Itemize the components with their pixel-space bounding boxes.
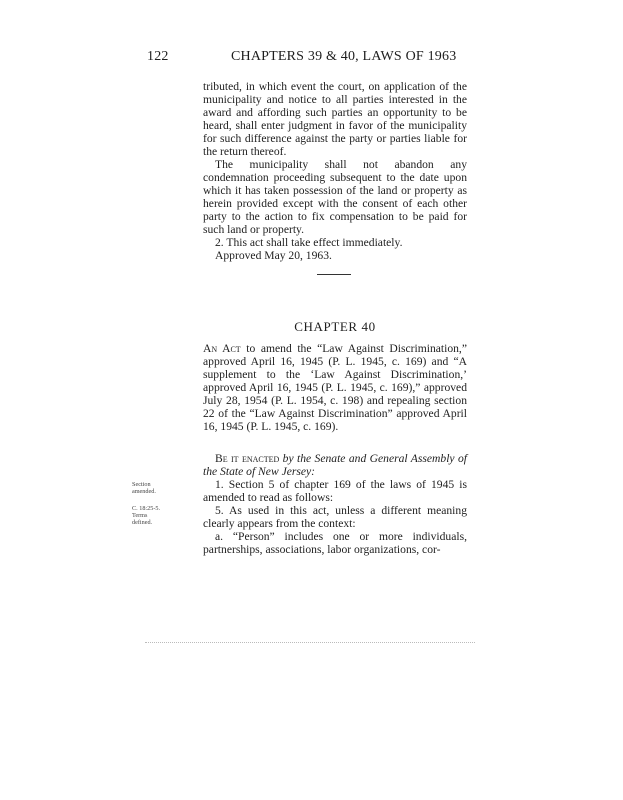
chapter39-paragraph-2: The municipality shall not abandon any condemnation proceeding subsequent to the date upon which it has taken possession of the land or property as herein provided except with the consent of each other party to the action to fix compensation to be paid for such land or property. bbox=[203, 158, 467, 236]
enact-text: by the Senate and General Assembly of the State of New Jersey: bbox=[203, 452, 467, 478]
margin-note-terms-defined bbox=[132, 505, 192, 526]
section-1: 1. Section 5 of chapter 169 of the laws of 1945 is amended to read as follows: bbox=[203, 478, 467, 504]
section-divider bbox=[317, 274, 351, 275]
act-title-text: to amend the “Law Against Discrimination,” approved April 16, 1945 (P. L. 1945, c. 169) and “A supplement to the ‘Law Against Discrimination,’ approved April 16, 1945 (P. L. 1945, c. 169),” approved July 28, 1954 (P. L. 1954, c. 198) and repealing section 22 of the “Law Against Discrimination” approved April 16, 1945 (P. L. 1945, c. 169). bbox=[203, 342, 467, 433]
section-5: 5. As used in this act, unless a different meaning clearly appears from the context: bbox=[203, 504, 467, 530]
act-title-block bbox=[203, 342, 467, 433]
running-head: CHAPTERS 39 & 40, LAWS OF 1963 bbox=[231, 49, 457, 64]
chapter39-continuation bbox=[203, 80, 467, 262]
approval-date: Approved May 20, 1963. bbox=[215, 249, 332, 262]
enacting-clause bbox=[203, 452, 467, 478]
enact-lead: Be it enacted bbox=[215, 452, 280, 465]
margin-note-line: defined. bbox=[132, 519, 153, 526]
chapter-title: CHAPTER 40 bbox=[294, 319, 376, 334]
act-lead: An Act bbox=[203, 342, 241, 355]
section-5a: a. “Person” includes one or more individuals, partnerships, associations, labor organizations, cor- bbox=[203, 530, 467, 556]
margin-note-line: Terms bbox=[132, 512, 148, 519]
margin-note-line: Section bbox=[132, 481, 151, 488]
chapter39-section-2: 2. This act shall take effect immediately. bbox=[215, 236, 403, 249]
page-number: 122 bbox=[147, 49, 169, 64]
margin-note-line: amended. bbox=[132, 488, 156, 495]
act-title-paragraph bbox=[203, 342, 467, 433]
chapter39-paragraph-1: tributed, in which event the court, on application of the municipality and notice to all parties interested in the award and affording such parties an opportunity to be heard, shall enter judgment in favor of the municipality for such difference against the party or parties liable for the return thereof. bbox=[203, 80, 467, 158]
scan-artifact-line bbox=[145, 642, 475, 643]
enacting-block bbox=[203, 452, 467, 556]
margin-note-section-amended bbox=[132, 481, 192, 495]
margin-note-line: C. 18:25-5. bbox=[132, 505, 161, 512]
